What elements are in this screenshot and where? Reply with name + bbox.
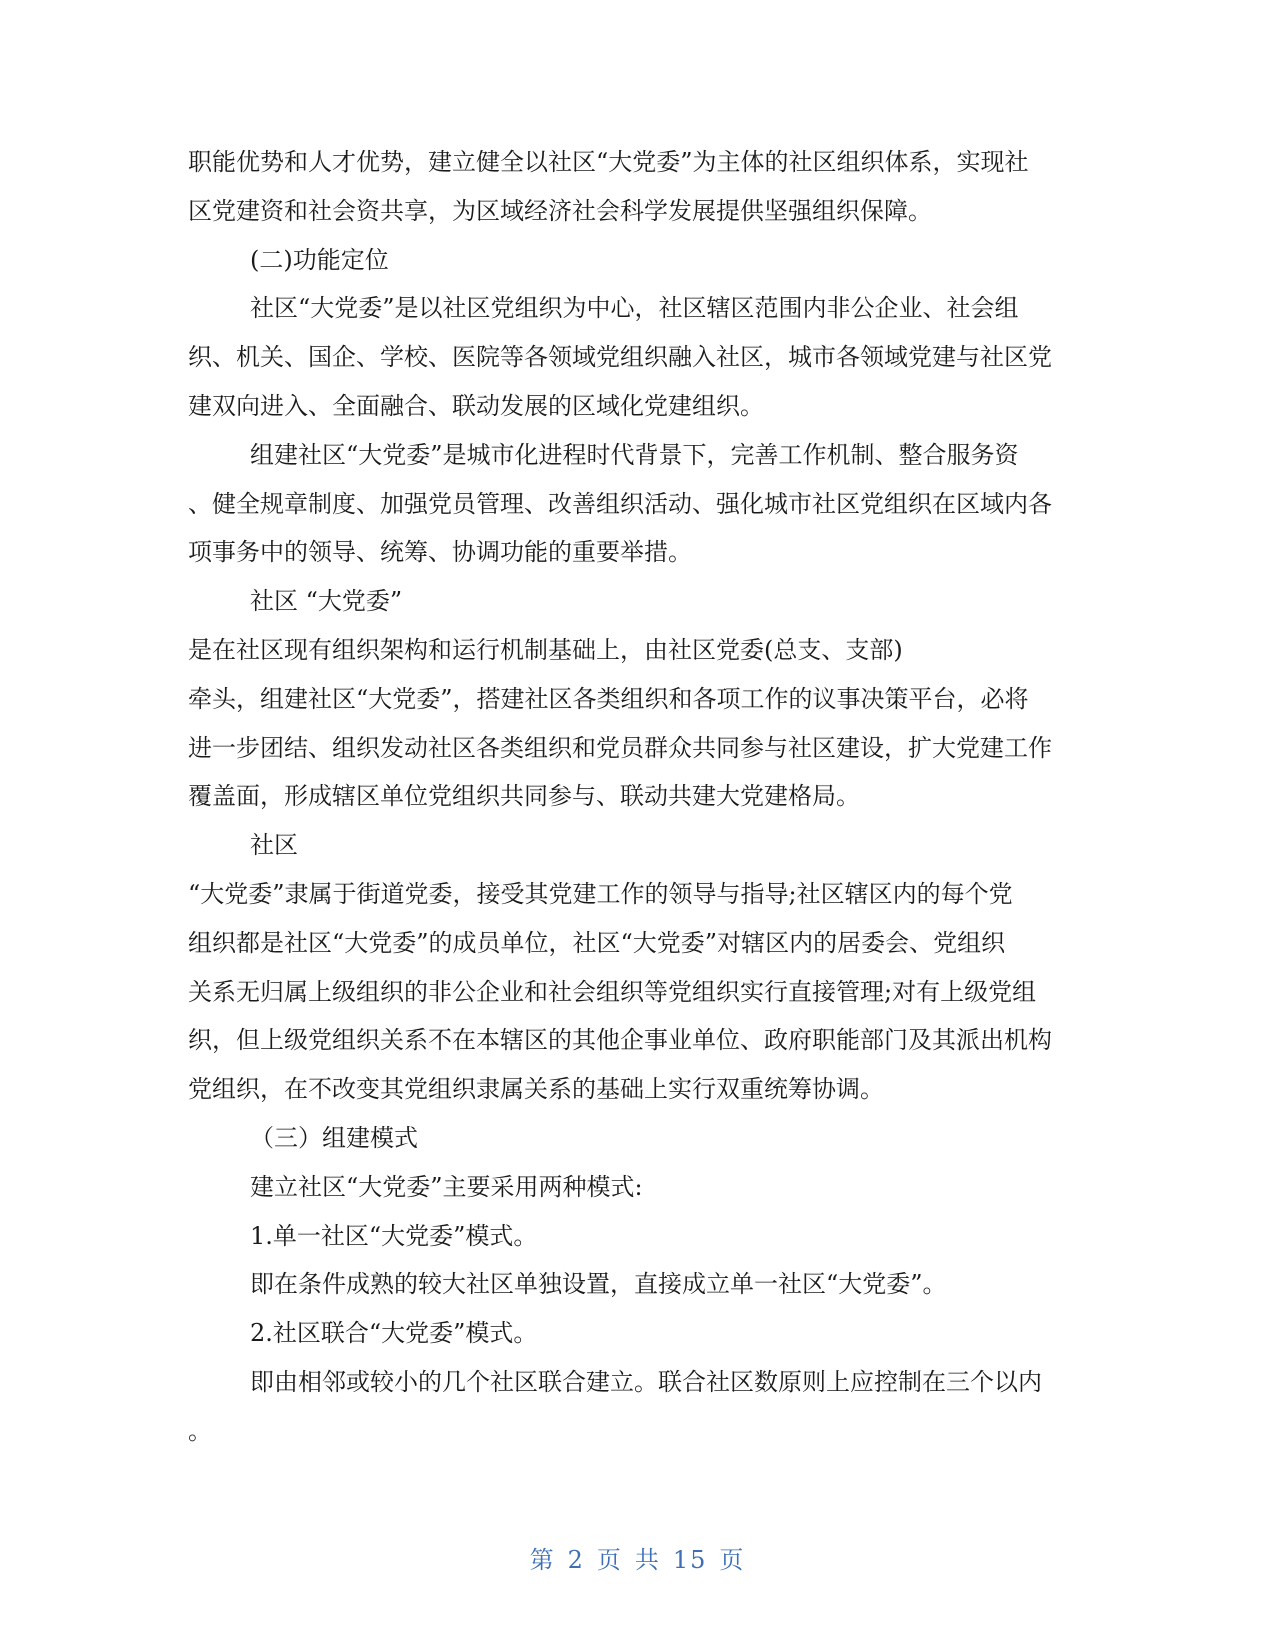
text-line: 组织都是社区“大党委”的成员单位，社区“大党委”对辖区内的居委会、党组织 [188, 928, 1006, 957]
current-page-number: 2 [567, 1546, 585, 1574]
footer-word: 页 [596, 1546, 623, 1574]
footer-word: 第 [529, 1546, 556, 1574]
text-line: 区党建资和社会资共享，为区域经济社会科学发展提供坚强组织保障。 [188, 196, 932, 225]
text-line: 社区 “大党委” [250, 587, 403, 616]
text-line: 1.单一社区“大党委”模式。 [250, 1221, 538, 1250]
text-line: （三）组建模式 [250, 1123, 418, 1152]
text-line: 组建社区“大党委”是城市化进程时代背景下，完善工作机制、整合服务资 [250, 440, 1019, 469]
text-line: 织、机关、国企、学校、医院等各领域党组织融入社区，城市各领域党建与社区党 [188, 343, 1052, 372]
text-line: 进一步团结、组织发动社区各类组织和党员群众共同参与社区建设，扩大党建工作 [188, 733, 1052, 762]
footer-word: 共 [634, 1546, 661, 1574]
text-line: 织，但上级党组织关系不在本辖区的其他企事业单位、政府职能部门及其派出机构 [188, 1026, 1052, 1055]
text-line: 覆盖面，形成辖区单位党组织共同参与、联动共建大党建格局。 [188, 782, 860, 811]
total-page-count: 15 [672, 1546, 708, 1574]
text-line: 社区“大党委”是以社区党组织为中心，社区辖区范围内非公企业、社会组 [250, 294, 1019, 323]
text-line: 即在条件成熟的较大社区单独设置，直接成立单一社区“大党委”。 [250, 1270, 947, 1299]
text-line: 党组织，在不改变其党组织隶属关系的基础上实行双重统筹协调。 [188, 1075, 884, 1104]
text-line: 。 [188, 1416, 212, 1445]
text-line: 是在社区现有组织架构和运行机制基础上，由社区党委(总支、支部) [188, 635, 903, 664]
page-footer [0, 1540, 1275, 1575]
footer-word: 页 [719, 1546, 746, 1574]
document-body [188, 138, 1088, 1456]
text-line: 社区 [250, 831, 298, 860]
text-line: 即由相邻或较小的几个社区联合建立。联合社区数原则上应控制在三个以内 [250, 1367, 1042, 1396]
text-line: 2.社区联合“大党委”模式。 [250, 1319, 538, 1348]
text-line: 、健全规章制度、加强党员管理、改善组织活动、强化城市社区党组织在区域内各 [188, 489, 1052, 518]
text-line: (二)功能定位 [250, 245, 389, 274]
text-line: 项事务中的领导、统筹、协调功能的重要举措。 [188, 538, 692, 567]
text-line: 建立社区“大党委”主要采用两种模式: [250, 1172, 643, 1201]
text-line: 牵头，组建社区“大党委”，搭建社区各类组织和各项工作的议事决策平台，必将 [188, 684, 1029, 713]
text-line: 职能优势和人才优势，建立健全以社区“大党委”为主体的社区组织体系，实现社 [188, 148, 1029, 176]
text-line: 建双向进入、全面融合、联动发展的区域化党建组织。 [188, 391, 764, 420]
text-line: 关系无归属上级组织的非公企业和社会组织等党组织实行直接管理;对有上级党组 [188, 977, 1037, 1006]
text-line: “大党委”隶属于街道党委，接受其党建工作的领导与指导;社区辖区内的每个党 [188, 879, 1013, 908]
